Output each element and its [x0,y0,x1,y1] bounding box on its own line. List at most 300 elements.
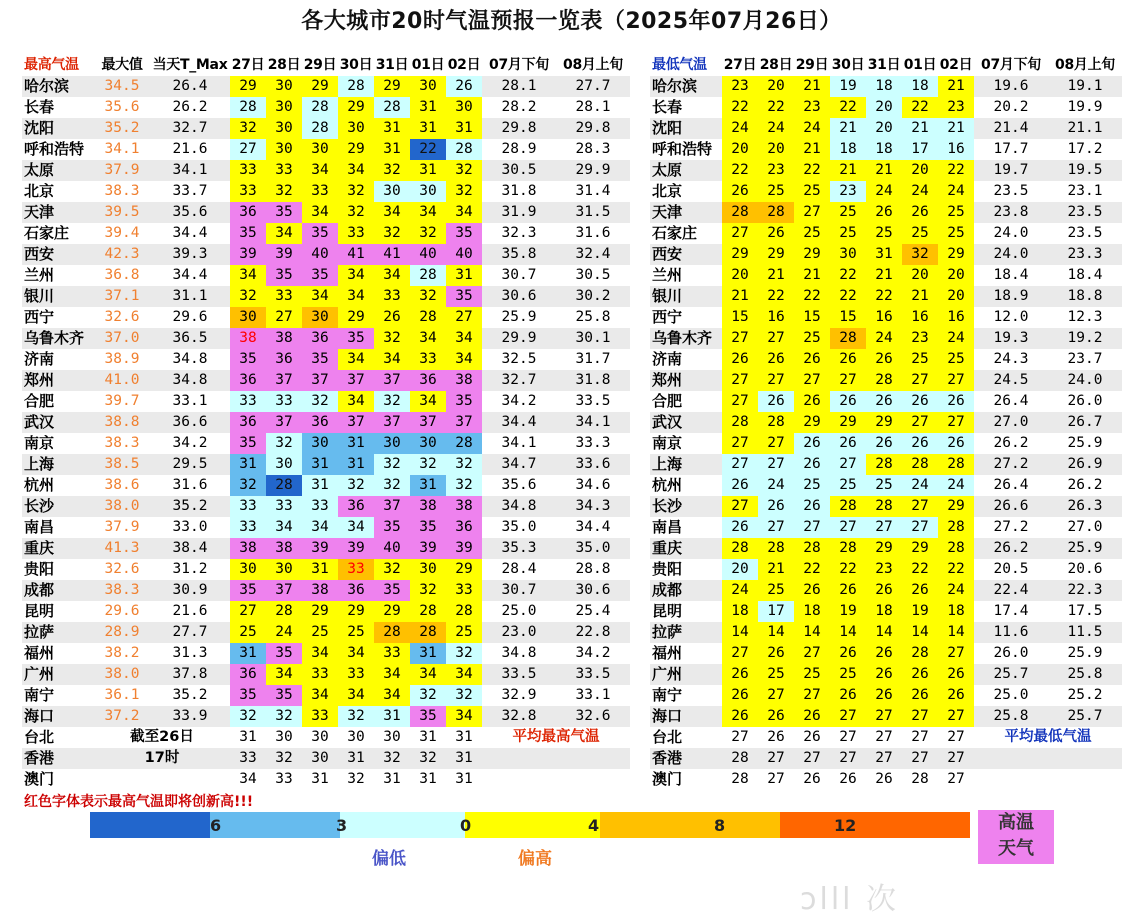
legend-seg-yellow [465,812,600,838]
today-max: 26.4 [150,76,230,97]
table-row [650,454,1122,475]
late-july-avg: 35.3 [482,538,556,559]
forecast-cell: 27 [758,517,794,538]
forecast-cell: 27 [866,706,902,727]
late-july-avg: 12.0 [974,307,1048,328]
forecast-cell: 22 [722,97,758,118]
forecast-cell: 33 [266,769,302,790]
forecast-cell: 35 [302,223,338,244]
late-july-avg: 32.3 [482,223,556,244]
late-july-avg: 17.7 [974,139,1048,160]
forecast-cell: 36 [266,349,302,370]
early-aug-avg: 25.2 [1048,685,1122,706]
forecast-cell: 28 [230,97,266,118]
forecast-cell: 39 [410,538,446,559]
forecast-cell: 26 [794,496,830,517]
header-cell: 最低气温 [650,55,722,76]
table-row [650,517,1122,538]
forecast-cell: 27 [722,391,758,412]
early-aug-avg: 26.3 [1048,496,1122,517]
early-aug-avg: 22.8 [556,622,630,643]
table-row [22,265,630,286]
forecast-cell: 29 [866,412,902,433]
forecast-cell: 28 [830,538,866,559]
forecast-cell: 27 [902,517,938,538]
forecast-cell: 32 [266,433,302,454]
city-name: 昆明 [650,601,722,622]
hot-weather-line2: 天气 [998,838,1034,859]
record-max: 38.9 [94,349,150,370]
forecast-cell: 35 [446,391,482,412]
forecast-cell: 28 [866,454,902,475]
forecast-cell: 30 [302,139,338,160]
early-aug-avg: 23.5 [1048,202,1122,223]
forecast-cell: 24 [722,580,758,601]
city-name: 合肥 [650,391,722,412]
forecast-cell: 26 [722,664,758,685]
forecast-cell: 22 [902,559,938,580]
header-cell: 27日 [230,55,266,76]
forecast-cell: 27 [866,748,902,769]
late-july-avg: 26.0 [974,643,1048,664]
extra-row [650,769,1122,790]
forecast-cell: 38 [446,370,482,391]
early-aug-avg: 35.0 [556,538,630,559]
forecast-cell: 22 [410,139,446,160]
late-july-avg: 22.4 [974,580,1048,601]
table-row [650,580,1122,601]
forecast-cell: 21 [938,76,974,97]
city-name: 香港 [650,748,722,769]
forecast-cell: 29 [230,76,266,97]
forecast-cell: 34 [410,391,446,412]
forecast-cell: 31 [410,475,446,496]
today-max: 34.1 [150,160,230,181]
forecast-cell: 26 [794,727,830,748]
early-aug-avg: 30.6 [556,580,630,601]
forecast-cell: 28 [446,601,482,622]
today-max: 31.3 [150,643,230,664]
city-name: 南京 [650,433,722,454]
forecast-cell: 27 [722,328,758,349]
record-max: 38.6 [94,475,150,496]
trailing-label [974,748,1122,769]
early-aug-avg: 25.4 [556,601,630,622]
today-max: 34.8 [150,349,230,370]
forecast-cell: 28 [374,97,410,118]
forecast-cell: 32 [338,475,374,496]
watermark: ɔlll 次 [800,882,900,917]
forecast-cell: 28 [410,307,446,328]
late-july-avg: 18.4 [974,265,1048,286]
forecast-cell: 32 [266,181,302,202]
forecast-cell: 30 [266,118,302,139]
forecast-cell: 22 [722,160,758,181]
forecast-cell: 27 [830,748,866,769]
early-aug-avg: 29.8 [556,118,630,139]
forecast-cell: 21 [758,559,794,580]
forecast-cell: 29 [758,244,794,265]
trailing-label [974,769,1122,790]
forecast-cell: 20 [866,118,902,139]
header-cell: 08月上旬 [1048,55,1122,76]
table-row [650,664,1122,685]
forecast-cell: 29 [338,307,374,328]
forecast-cell: 25 [794,664,830,685]
forecast-cell: 27 [758,769,794,790]
early-aug-avg: 32.6 [556,706,630,727]
forecast-cell: 32 [410,223,446,244]
forecast-cell: 39 [230,244,266,265]
late-july-avg: 24.0 [974,244,1048,265]
forecast-cell: 29 [338,601,374,622]
late-july-avg: 34.2 [482,391,556,412]
today-max: 35.2 [150,685,230,706]
city-name: 广州 [22,664,94,685]
forecast-cell: 25 [866,223,902,244]
table-row [22,223,630,244]
early-aug-avg: 33.6 [556,454,630,475]
late-july-avg: 19.3 [974,328,1048,349]
forecast-cell: 26 [938,664,974,685]
table-row [22,580,630,601]
forecast-cell: 29 [302,76,338,97]
early-aug-avg: 19.2 [1048,328,1122,349]
forecast-cell: 36 [230,370,266,391]
forecast-cell: 27 [794,202,830,223]
forecast-cell: 23 [902,328,938,349]
forecast-cell: 37 [410,412,446,433]
table-row [22,601,630,622]
forecast-cell: 25 [830,664,866,685]
forecast-cell: 32 [374,559,410,580]
forecast-cell: 32 [230,118,266,139]
forecast-cell: 30 [446,97,482,118]
forecast-cell: 26 [866,202,902,223]
forecast-cell: 28 [866,496,902,517]
header-cell: 08月上旬 [556,55,630,76]
table-row [22,307,630,328]
city-name: 福州 [22,643,94,664]
forecast-cell: 32 [374,391,410,412]
early-aug-avg: 28.1 [556,97,630,118]
early-aug-avg: 25.9 [1048,643,1122,664]
forecast-cell: 30 [410,433,446,454]
early-aug-avg: 12.3 [1048,307,1122,328]
city-name: 西安 [650,244,722,265]
forecast-cell: 32 [446,181,482,202]
forecast-cell: 33 [410,349,446,370]
forecast-cell: 26 [722,181,758,202]
forecast-cell: 27 [830,454,866,475]
forecast-cell: 29 [902,538,938,559]
early-aug-avg: 18.8 [1048,286,1122,307]
table-row [650,160,1122,181]
forecast-cell: 35 [266,202,302,223]
forecast-cell: 36 [230,202,266,223]
forecast-cell: 31 [374,139,410,160]
table-row [22,181,630,202]
forecast-cell: 32 [338,181,374,202]
forecast-cell: 34 [230,265,266,286]
forecast-cell: 28 [410,601,446,622]
forecast-cell: 40 [410,244,446,265]
forecast-cell: 21 [902,118,938,139]
early-aug-avg: 31.6 [556,223,630,244]
early-aug-avg: 28.3 [556,139,630,160]
record-max: 38.5 [94,454,150,475]
forecast-cell: 30 [410,559,446,580]
forecast-cell: 24 [902,475,938,496]
forecast-cell: 29 [302,601,338,622]
forecast-cell: 33 [338,664,374,685]
late-july-avg: 35.6 [482,475,556,496]
today-max: 31.6 [150,475,230,496]
forecast-cell: 20 [758,76,794,97]
forecast-cell: 26 [794,580,830,601]
forecast-cell: 31 [446,118,482,139]
table-row [650,181,1122,202]
table-row [22,412,630,433]
forecast-cell: 15 [830,307,866,328]
forecast-cell: 27 [758,748,794,769]
city-name: 西宁 [650,307,722,328]
forecast-cell: 27 [866,727,902,748]
forecast-cell: 35 [302,265,338,286]
forecast-cell: 22 [866,286,902,307]
forecast-cell: 34 [338,349,374,370]
city-name: 南昌 [22,517,94,538]
forecast-cell: 25 [830,223,866,244]
city-name: 南昌 [650,517,722,538]
forecast-cell: 22 [830,265,866,286]
forecast-cell: 33 [230,181,266,202]
forecast-cell: 33 [266,160,302,181]
forecast-cell: 35 [302,349,338,370]
forecast-cell: 27 [830,517,866,538]
late-july-avg: 34.7 [482,454,556,475]
table-row [22,685,630,706]
forecast-cell: 27 [794,370,830,391]
table-row [650,496,1122,517]
forecast-cell: 28 [722,412,758,433]
city-name: 台北 [650,727,722,748]
forecast-cell: 25 [866,475,902,496]
forecast-cell: 32 [902,244,938,265]
forecast-cell: 30 [230,307,266,328]
forecast-cell: 26 [758,727,794,748]
forecast-cell: 28 [410,265,446,286]
forecast-cell: 37 [374,370,410,391]
forecast-cell: 20 [866,97,902,118]
forecast-cell: 31 [410,160,446,181]
legend-seg-dark [90,812,210,838]
forecast-cell: 30 [266,559,302,580]
forecast-cell: 16 [758,307,794,328]
forecast-cell: 33 [230,160,266,181]
forecast-cell: 25 [446,622,482,643]
forecast-cell: 18 [866,601,902,622]
forecast-cell: 33 [266,286,302,307]
forecast-cell: 28 [722,202,758,223]
forecast-cell: 37 [338,412,374,433]
forecast-cell: 35 [230,433,266,454]
forecast-cell: 34 [374,265,410,286]
forecast-cell: 34 [446,202,482,223]
record-max: 32.6 [94,307,150,328]
forecast-cell: 34 [338,643,374,664]
footnote: 红色字体表示最高气温即将创新高!!! [24,794,254,810]
forecast-cell: 26 [830,580,866,601]
forecast-cell: 26 [830,391,866,412]
today-max: 38.4 [150,538,230,559]
trailing-label [482,748,630,769]
forecast-cell: 22 [938,559,974,580]
record-max: 34.1 [94,139,150,160]
forecast-cell: 25 [794,181,830,202]
forecast-cell: 34 [446,706,482,727]
hot-weather-line1: 高温 [998,812,1034,833]
header-cell: 07月下旬 [974,55,1048,76]
forecast-cell: 31 [230,643,266,664]
forecast-cell: 27 [722,370,758,391]
table-row [650,370,1122,391]
late-july-avg: 19.7 [974,160,1048,181]
header-row [22,55,630,76]
table-row [650,307,1122,328]
early-aug-avg: 23.3 [1048,244,1122,265]
forecast-cell: 20 [722,139,758,160]
late-july-avg: 20.5 [974,559,1048,580]
early-aug-avg: 34.4 [556,517,630,538]
city-name: 武汉 [650,412,722,433]
late-july-avg: 28.1 [482,76,556,97]
forecast-cell: 30 [230,559,266,580]
forecast-cell: 31 [302,769,338,790]
forecast-cell: 22 [830,286,866,307]
forecast-cell: 33 [230,496,266,517]
forecast-cell: 22 [938,160,974,181]
forecast-cell: 33 [266,496,302,517]
forecast-cell: 26 [866,769,902,790]
legend-tick-4: 4 [588,816,600,835]
today-max: 36.5 [150,328,230,349]
early-aug-avg: 27.0 [1048,517,1122,538]
today-max: 33.0 [150,517,230,538]
forecast-cell: 34 [230,769,266,790]
late-july-avg: 30.5 [482,160,556,181]
forecast-cell: 26 [758,643,794,664]
forecast-cell: 27 [830,706,866,727]
early-aug-avg: 31.4 [556,181,630,202]
table-row [650,244,1122,265]
forecast-cell: 31 [374,706,410,727]
record-max: 38.3 [94,181,150,202]
early-aug-avg: 20.6 [1048,559,1122,580]
forecast-cell: 33 [302,181,338,202]
header-cell: 07月下旬 [482,55,556,76]
early-aug-avg: 18.4 [1048,265,1122,286]
table-row [650,202,1122,223]
forecast-cell: 32 [410,286,446,307]
forecast-cell: 27 [758,454,794,475]
forecast-cell: 32 [374,475,410,496]
record-max: 37.9 [94,517,150,538]
late-july-avg: 24.3 [974,349,1048,370]
late-july-avg: 26.2 [974,433,1048,454]
forecast-cell: 28 [758,538,794,559]
late-july-avg: 20.2 [974,97,1048,118]
late-july-avg: 29.9 [482,328,556,349]
late-july-avg: 11.6 [974,622,1048,643]
today-max: 36.6 [150,412,230,433]
table-row [22,244,630,265]
table-row [650,139,1122,160]
forecast-cell: 34 [266,223,302,244]
forecast-cell: 24 [758,475,794,496]
forecast-cell: 27 [230,601,266,622]
forecast-cell: 19 [830,601,866,622]
forecast-cell: 26 [938,685,974,706]
forecast-cell: 29 [794,244,830,265]
forecast-cell: 20 [758,139,794,160]
forecast-cell: 27 [722,454,758,475]
forecast-cell: 20 [938,265,974,286]
forecast-cell: 31 [230,727,266,748]
late-july-avg: 30.6 [482,286,556,307]
forecast-cell: 30 [374,433,410,454]
forecast-cell: 16 [938,139,974,160]
forecast-cell: 30 [410,76,446,97]
legend-seg-blue [210,812,340,838]
forecast-cell: 32 [374,223,410,244]
forecast-cell: 27 [794,517,830,538]
record-max: 28.9 [94,622,150,643]
city-name: 海口 [650,706,722,727]
early-aug-avg: 22.3 [1048,580,1122,601]
city-name: 杭州 [650,475,722,496]
late-july-avg: 27.0 [974,412,1048,433]
forecast-cell: 37 [374,412,410,433]
max-temp-table [22,55,630,790]
early-aug-avg: 30.5 [556,265,630,286]
header-cell: 28日 [266,55,302,76]
forecast-cell: 38 [302,580,338,601]
forecast-cell: 34 [266,517,302,538]
forecast-cell: 28 [302,118,338,139]
header-cell: 31日 [866,55,902,76]
forecast-cell: 32 [374,454,410,475]
legend-seg-orange [600,812,780,838]
table-row [650,706,1122,727]
forecast-cell: 35 [338,328,374,349]
city-name: 重庆 [22,538,94,559]
forecast-cell: 35 [410,517,446,538]
forecast-cell: 26 [794,769,830,790]
forecast-cell: 27 [938,706,974,727]
city-name: 西宁 [22,307,94,328]
forecast-cell: 22 [794,286,830,307]
table-row [22,475,630,496]
late-july-avg: 28.4 [482,559,556,580]
forecast-cell: 27 [902,706,938,727]
late-july-avg: 25.0 [974,685,1048,706]
table-row [22,328,630,349]
forecast-cell: 26 [722,475,758,496]
forecast-cell: 18 [830,139,866,160]
forecast-cell: 28 [302,97,338,118]
forecast-cell: 27 [722,643,758,664]
